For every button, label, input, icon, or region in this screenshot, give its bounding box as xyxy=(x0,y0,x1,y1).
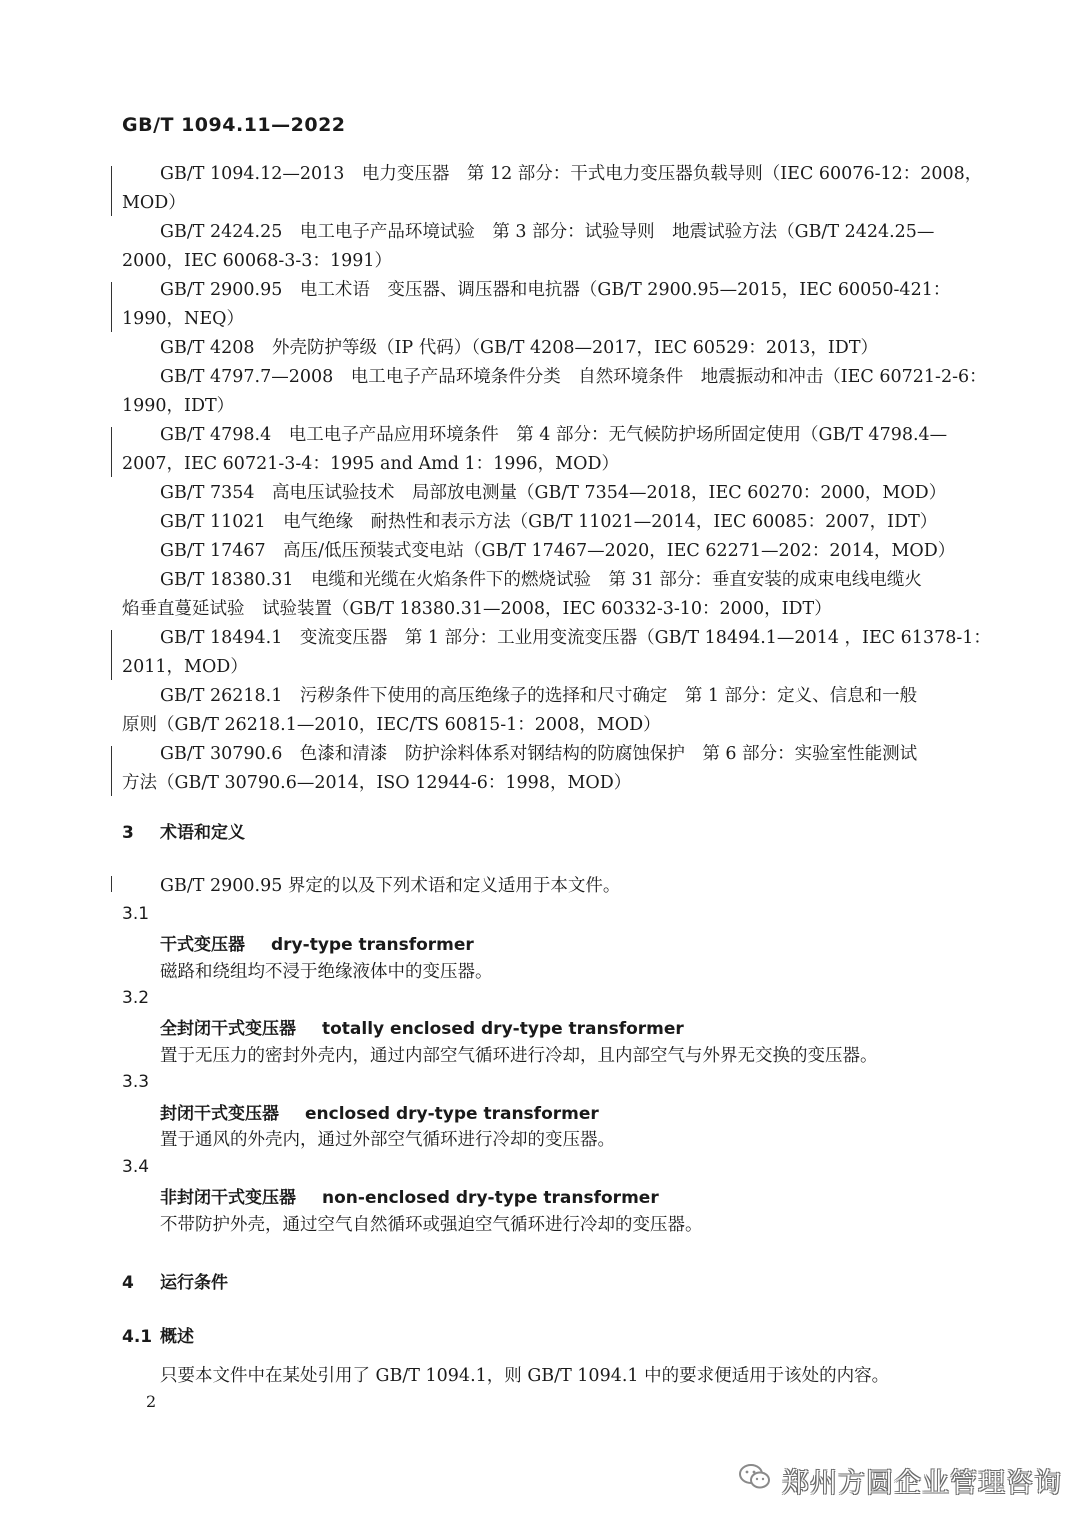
reference-item xyxy=(0,334,1080,363)
reference-item xyxy=(0,682,1080,740)
revision-bar xyxy=(111,282,112,332)
term-name-zh: 封闭干式变压器 xyxy=(160,1104,279,1124)
reference-line: GB/T 18380.31 电缆和光缆在火焰条件下的燃烧试验 第 31 部分：垂直安装的成束电线电缆火 xyxy=(160,570,922,590)
revision-bar xyxy=(111,746,112,796)
term-name xyxy=(160,1183,659,1208)
reference-line-continued: 焰垂直蔓延试验 试验装置（GB/T 18380.31—2008，IEC 60332-3-10：2000，IDT） xyxy=(122,599,832,619)
section-3-heading xyxy=(122,818,245,843)
reference-line-continued: MOD） xyxy=(122,193,186,213)
reference-item xyxy=(0,421,1080,479)
reference-item xyxy=(0,537,1080,566)
section-number: 4 xyxy=(122,1273,134,1293)
term-number: 3.2 xyxy=(122,988,150,1008)
reference-line-continued: 1990，IDT） xyxy=(122,396,235,416)
reference-line: GB/T 30790.6 色漆和清漆 防护涂料体系对钢结构的防腐蚀保护 第 6 部分：实验室性能测试 xyxy=(160,744,918,764)
reference-line: GB/T 2900.95 电工术语 变压器、调压器和电抗器（GB/T 2900.95—2015，IEC 60050-421： xyxy=(160,280,951,300)
term-number: 3.3 xyxy=(122,1072,150,1092)
reference-item xyxy=(0,740,1080,798)
subsection-title: 概述 xyxy=(160,1327,194,1347)
term-name-en: enclosed dry-type transformer xyxy=(305,1104,599,1124)
reference-item xyxy=(0,218,1080,276)
section-title: 术语和定义 xyxy=(160,823,245,843)
term-name-en: totally enclosed dry-type transformer xyxy=(322,1019,684,1039)
reference-line-continued: 1990，NEQ） xyxy=(122,309,244,329)
reference-item xyxy=(0,566,1080,624)
reference-item xyxy=(0,624,1080,682)
reference-line: GB/T 26218.1 污秽条件下使用的高压绝缘子的选择和尺寸确定 第 1 部分：定义、信息和一般 xyxy=(160,686,918,706)
reference-line-continued: 原则（GB/T 26218.1—2010，IEC/TS 60815-1：2008，MOD） xyxy=(122,715,661,735)
subsection-number: 4.1 xyxy=(122,1327,153,1347)
section-4-1-text: 只要本文件中在某处引用了 GB/T 1094.1，则 GB/T 1094.1 中的要求便适用于该处的内容。 xyxy=(160,1366,890,1386)
watermark-text: 郑州方圆企业管理咨询 xyxy=(782,1467,1062,1499)
reference-line-continued: 方法（GB/T 30790.6—2014，ISO 12944-6：1998，MOD） xyxy=(122,773,632,793)
reference-item xyxy=(0,276,1080,334)
document-header: GB/T 1094.11—2022 xyxy=(122,114,346,136)
term-name xyxy=(160,1099,599,1124)
term-definition: 置于无压力的密封外壳内，通过内部空气循环进行冷却，且内部空气与外界无交换的变压器。 xyxy=(160,1046,878,1066)
term-name-en: dry-type transformer xyxy=(271,935,474,955)
wechat-icon xyxy=(738,1462,772,1499)
section-number: 3 xyxy=(122,823,134,843)
section-4-1-heading xyxy=(122,1322,194,1347)
reference-item xyxy=(0,508,1080,537)
term-definition: 置于通风的外壳内，通过外部空气循环进行冷却的变压器。 xyxy=(160,1130,615,1150)
revision-bar xyxy=(111,876,112,892)
reference-line: GB/T 2424.25 电工电子产品环境试验 第 3 部分：试验导则 地震试验方法（GB/T 2424.25— xyxy=(160,222,935,242)
reference-line: GB/T 18494.1 变流变压器 第 1 部分：工业用变流变压器（GB/T 18494.1—2014 ，IEC 61378-1： xyxy=(160,628,991,648)
revision-bar xyxy=(111,166,112,216)
section-3-intro: GB/T 2900.95 界定的以及下列术语和定义适用于本文件。 xyxy=(160,876,621,896)
reference-line: GB/T 1094.12—2013 电力变压器 第 12 部分：干式电力变压器负载导则（IEC 60076-12：2008， xyxy=(160,164,983,184)
term-number: 3.1 xyxy=(122,904,150,924)
reference-line: GB/T 4797.7—2008 电工电子产品环境条件分类 自然环境条件 地震振动和冲击（IEC 60721-2-6： xyxy=(160,367,987,387)
reference-line-continued: 2011，MOD） xyxy=(122,657,248,677)
revision-bar xyxy=(111,630,112,680)
reference-item xyxy=(0,160,1080,218)
term-definition: 磁路和绕组均不浸于绝缘液体中的变压器。 xyxy=(160,962,493,982)
term-name-zh: 干式变压器 xyxy=(160,935,245,955)
section-4-heading xyxy=(122,1268,228,1293)
reference-item xyxy=(0,479,1080,508)
page-number: 2 xyxy=(146,1392,157,1411)
term-definition: 不带防护外壳，通过空气自然循环或强迫空气循环进行冷却的变压器。 xyxy=(160,1215,703,1235)
term-name-zh: 非封闭干式变压器 xyxy=(160,1188,296,1208)
term-number: 3.4 xyxy=(122,1157,150,1177)
reference-line-continued: 2000，IEC 60068-3-3：1991） xyxy=(122,251,392,271)
normative-references-list xyxy=(0,160,1080,798)
reference-line: GB/T 11021 电气绝缘 耐热性和表示方法（GB/T 11021—2014，IEC 60085：2007，IDT） xyxy=(160,512,938,532)
revision-bar xyxy=(111,427,112,477)
reference-line: GB/T 7354 高电压试验技术 局部放电测量（GB/T 7354—2018，IEC 60270：2000，MOD） xyxy=(160,483,947,503)
term-name-zh: 全封闭干式变压器 xyxy=(160,1019,296,1039)
reference-line-continued: 2007，IEC 60721-3-4：1995 and Amd 1：1996，MOD） xyxy=(122,454,619,474)
reference-line: GB/T 4798.4 电工电子产品应用环境条件 第 4 部分：无气候防护场所固定使用（GB/T 4798.4— xyxy=(160,425,948,445)
reference-line: GB/T 17467 高压/低压预装式变电站（GB/T 17467—2020，IEC 62271—202：2014，MOD） xyxy=(160,541,956,561)
watermark xyxy=(738,1460,1062,1500)
term-name-en: non-enclosed dry-type transformer xyxy=(322,1188,659,1208)
term-name xyxy=(160,930,474,955)
term-name xyxy=(160,1014,684,1039)
reference-line: GB/T 4208 外壳防护等级（IP 代码）（GB/T 4208—2017，IEC 60529：2013，IDT） xyxy=(160,338,879,358)
section-title: 运行条件 xyxy=(160,1273,228,1293)
reference-item xyxy=(0,363,1080,421)
